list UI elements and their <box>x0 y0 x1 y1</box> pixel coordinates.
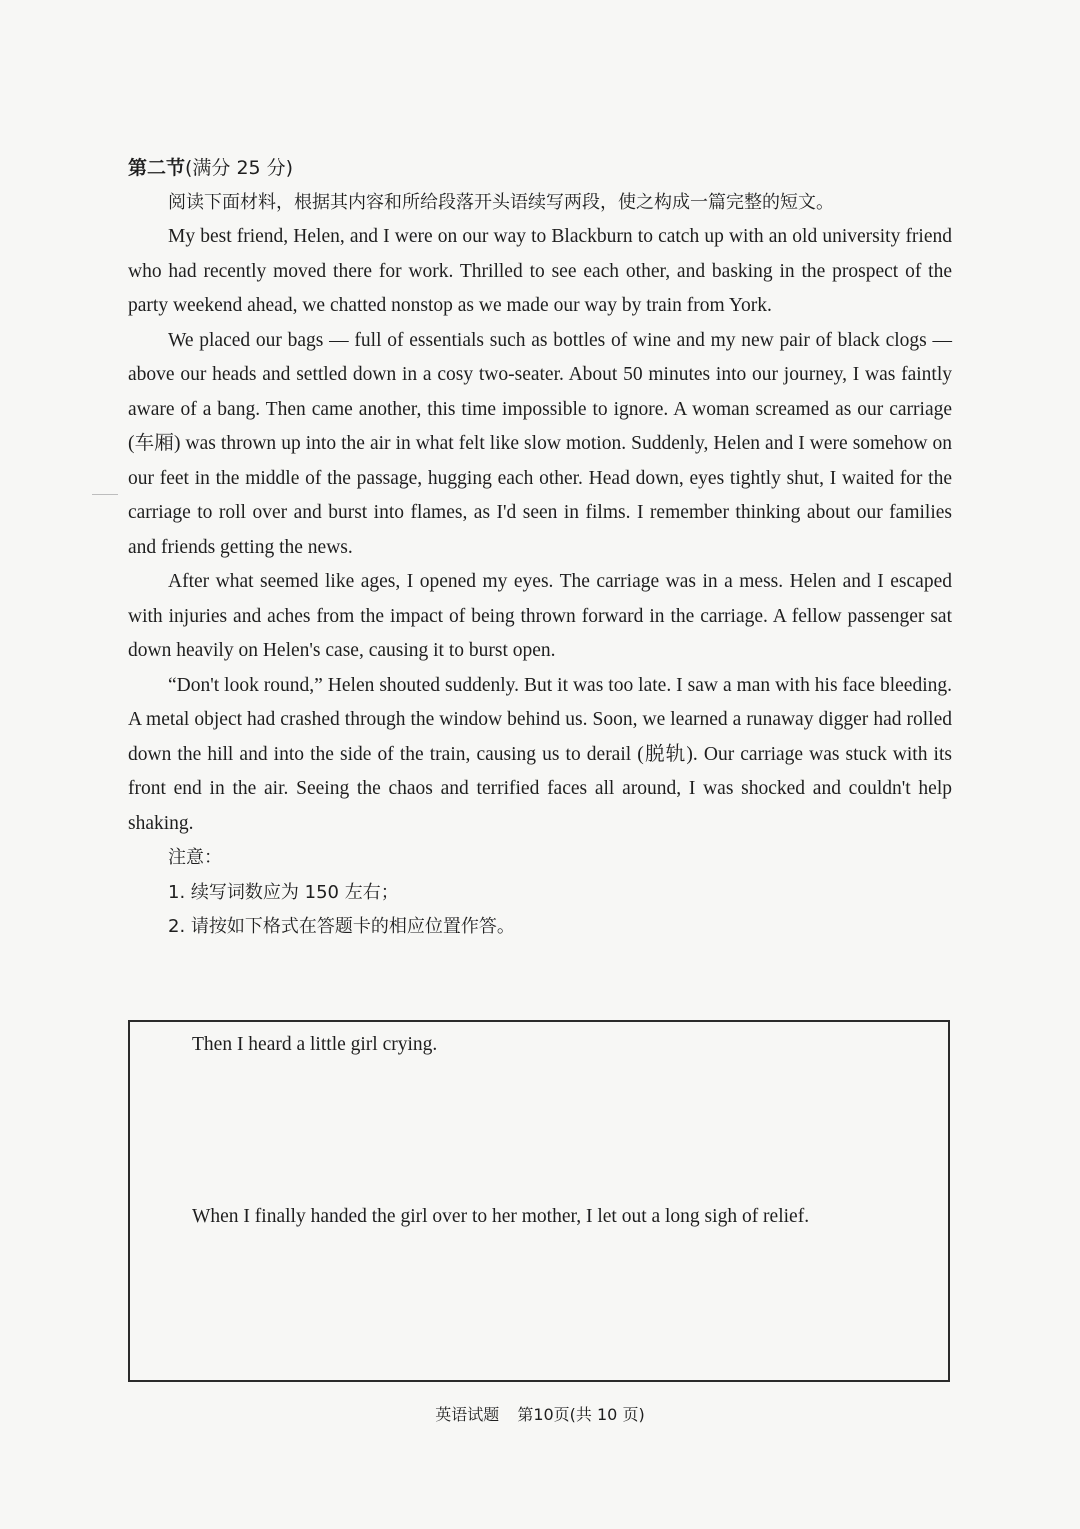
paragraph-opening-1: Then I heard a little girl crying. <box>192 1034 438 1055</box>
section-score: (满分 25 分) <box>185 157 294 179</box>
passage-paragraph-3: After what seemed like ages, I opened my eyes. The carriage was in a mess. Helen and I escaped with injuries and aches from the impact of being thrown forward in the carriage. A fellow passenger sat down heavily on Helen's case, causing it to burst open. <box>128 571 952 661</box>
notes-label: 注意： <box>168 847 222 868</box>
passage-paragraph-1: My best friend, Helen, and I were on our way to Blackburn to catch up with an old university friend who had recently moved there for work. Thrilled to see each other, and basking in the prospect of the party weekend ahead, we chatted nonstop as we made our way by train from York. <box>128 226 952 316</box>
paragraph-opening-2: When I finally handed the girl over to her mother, I let out a long sigh of relief. <box>192 1206 810 1227</box>
answer-box <box>128 1020 950 1382</box>
section-title: 第二节 <box>128 157 186 179</box>
exam-page-content <box>128 150 952 945</box>
scan-artifact-line <box>92 494 118 495</box>
page-footer <box>0 1402 1080 1428</box>
note-item-2: 2. 请按如下格式在答题卡的相应位置作答。 <box>168 916 515 937</box>
passage-paragraph-2: We placed our bags — full of essentials such as bottles of wine and my new pair of black clogs — above our heads and settled down in a cosy two-seater. About 50 minutes into our journey, I was faintly aware of a bang. Then came another, this time impossible to ignore. A woman screamed as our carriage (车厢) was thrown up into the air in what felt like slow motion. Suddenly, Helen and I were somehow on our feet in the middle of the passage, hugging each other. Head down, eyes tightly shut, I waited for the carriage to roll over and burst into flames, as I'd seen in films. I remember thinking about our families and friends getting the news. <box>128 329 952 558</box>
task-instruction: 阅读下面材料，根据其内容和所给段落开头语续写两段，使之构成一篇完整的短文。 <box>168 192 834 213</box>
section-heading <box>128 150 952 186</box>
footer-subject: 英语试题 <box>435 1405 500 1424</box>
passage-paragraph-4: “Don't look round,” Helen shouted suddenly. But it was too late. I saw a man with his face bleeding. A metal object had crashed through the window behind us. Soon, we learned a runaway digger had rolled down the hill and into the side of the train, causing us to derail (脱轨). Our carriage was stuck with its front end in the air. Seeing the chaos and terrified faces all around, I was shocked and couldn't help shaking. <box>128 674 952 834</box>
footer-page-number: 第10页(共 10 页) <box>517 1405 645 1424</box>
note-item-1: 1. 续写词数应为 150 左右； <box>168 881 399 903</box>
